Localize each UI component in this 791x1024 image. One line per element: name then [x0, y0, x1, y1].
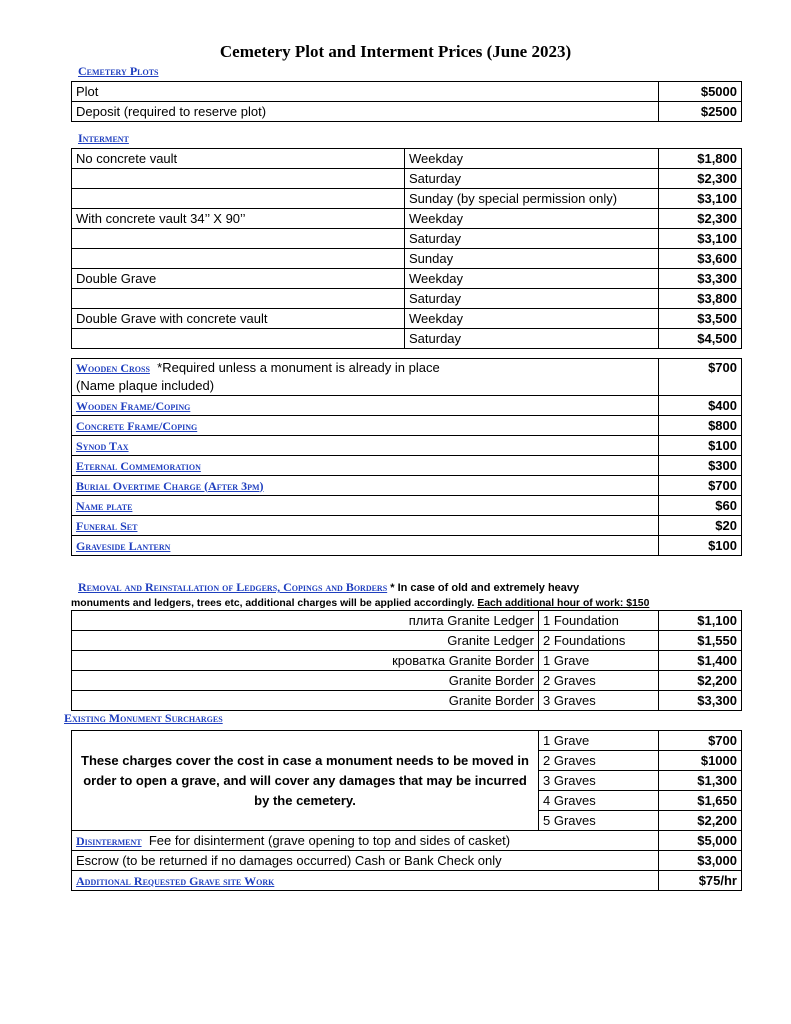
service-link[interactable]: Graveside Lantern — [76, 538, 171, 553]
service-label-cell — [72, 416, 659, 436]
service-label-cell — [72, 516, 659, 536]
table-row — [72, 436, 742, 456]
table-row — [72, 249, 742, 269]
removal-price: $1,400 — [659, 651, 742, 671]
wooden-cross-cell — [72, 359, 659, 396]
removal-table — [71, 610, 742, 711]
table-row — [72, 396, 742, 416]
plots-heading[interactable]: Cemetery Plots — [78, 64, 159, 78]
service-link[interactable]: Eternal Commemoration — [76, 458, 201, 473]
interment-label — [72, 289, 405, 309]
additional-work-link[interactable]: Additional Requested Grave site Work — [76, 873, 275, 888]
table-row — [72, 496, 742, 516]
surcharge-qty: 3 Graves — [539, 771, 659, 791]
removal-header — [78, 578, 748, 597]
removal-price: $3,300 — [659, 691, 742, 711]
interment-label — [72, 229, 405, 249]
removal-note — [71, 596, 751, 611]
table-row — [72, 516, 742, 536]
interment-price: $3,300 — [659, 269, 742, 289]
interment-price: $2,300 — [659, 209, 742, 229]
surcharge-price: $1000 — [659, 751, 742, 771]
removal-qty: 1 Foundation — [539, 611, 659, 631]
disinterment-price: $5,000 — [659, 831, 742, 851]
removal-price: $1,550 — [659, 631, 742, 651]
table-row — [72, 851, 742, 871]
removal-hourly-note: Each additional hour of work: $150 — [477, 598, 650, 609]
deposit-price: $2500 — [659, 102, 742, 122]
wooden-cross-note2: (Name plaque included) — [76, 378, 215, 393]
interment-label: Double Grave — [72, 269, 405, 289]
interment-price: $4,500 — [659, 329, 742, 349]
removal-item: Granite Border — [72, 671, 539, 691]
service-label-cell — [72, 396, 659, 416]
wooden-cross-price: $700 — [659, 359, 742, 396]
interment-day: Saturday — [405, 229, 659, 249]
surcharge-qty: 5 Graves — [539, 811, 659, 831]
service-label-cell — [72, 536, 659, 556]
interment-label — [72, 169, 405, 189]
interment-label: Double Grave with concrete vault — [72, 309, 405, 329]
table-row — [72, 691, 742, 711]
table-row — [72, 209, 742, 229]
additional-cell — [72, 871, 659, 891]
service-price: $100 — [659, 536, 742, 556]
interment-price: $1,800 — [659, 149, 742, 169]
surcharge-qty: 2 Graves — [539, 751, 659, 771]
interment-day: Saturday — [405, 289, 659, 309]
interment-day: Sunday (by special permission only) — [405, 189, 659, 209]
service-link[interactable]: Concrete Frame/Coping — [76, 418, 198, 433]
wooden-cross-note: *Required unless a monument is already in place — [157, 360, 440, 375]
table-row — [72, 329, 742, 349]
interment-label: No concrete vault — [72, 149, 405, 169]
service-price: $60 — [659, 496, 742, 516]
wooden-cross-link[interactable]: Wooden Cross — [76, 361, 150, 375]
service-price: $800 — [659, 416, 742, 436]
table-row — [72, 102, 742, 122]
escrow-text: Escrow (to be returned if no damages occurred) Cash or Bank Check only — [72, 851, 659, 871]
table-row — [72, 309, 742, 329]
surcharge-qty: 4 Graves — [539, 791, 659, 811]
service-link[interactable]: Synod Tax — [76, 438, 129, 453]
services-table — [71, 358, 742, 556]
removal-qty: 3 Graves — [539, 691, 659, 711]
disinterment-link[interactable]: Disinterment — [76, 833, 142, 848]
table-row — [72, 359, 742, 396]
interment-price: $3,500 — [659, 309, 742, 329]
table-row — [72, 149, 742, 169]
interment-price: $3,100 — [659, 189, 742, 209]
service-price: $20 — [659, 516, 742, 536]
service-link[interactable]: Wooden Frame/Coping — [76, 398, 191, 413]
service-link[interactable]: Name plate — [76, 498, 133, 513]
service-price: $700 — [659, 476, 742, 496]
service-price: $100 — [659, 436, 742, 456]
surcharge-qty: 1 Grave — [539, 731, 659, 751]
table-row — [72, 189, 742, 209]
interment-heading[interactable]: Interment — [78, 131, 129, 145]
removal-qty: 1 Grave — [539, 651, 659, 671]
plot-price: $5000 — [659, 82, 742, 102]
table-row — [72, 611, 742, 631]
disinterment-cell — [72, 831, 659, 851]
table-row — [72, 671, 742, 691]
table-row — [72, 631, 742, 651]
interment-day: Weekday — [405, 149, 659, 169]
table-row — [72, 476, 742, 496]
table-row — [72, 536, 742, 556]
table-row — [72, 169, 742, 189]
surcharge-price: $1,650 — [659, 791, 742, 811]
interment-label — [72, 329, 405, 349]
interment-price: $2,300 — [659, 169, 742, 189]
removal-note1: * In case of old and extremely heavy — [390, 582, 580, 594]
removal-item: плита Granite Ledger — [72, 611, 539, 631]
interment-table — [71, 148, 742, 349]
surcharges-description: These charges cover the cost in case a monument needs to be moved in order to open a grave, and will cover any damages that may be incurred by the cemetery. — [72, 731, 539, 831]
interment-day: Weekday — [405, 269, 659, 289]
interment-price: $3,600 — [659, 249, 742, 269]
service-label-cell — [72, 456, 659, 476]
plot-label: Plot — [72, 82, 659, 102]
service-link[interactable]: Funeral Set — [76, 518, 138, 533]
surcharge-price: $1,300 — [659, 771, 742, 791]
interment-day: Weekday — [405, 309, 659, 329]
table-row — [72, 289, 742, 309]
table-row — [72, 416, 742, 436]
service-link[interactable]: Burial Overtime Charge (After 3pm) — [76, 478, 264, 493]
additional-price: $75/hr — [659, 871, 742, 891]
table-row — [72, 871, 742, 891]
table-row — [72, 229, 742, 249]
interment-day: Saturday — [405, 329, 659, 349]
interment-label — [72, 189, 405, 209]
service-label-cell — [72, 436, 659, 456]
removal-note2a: monuments and ledgers, trees etc, additional charges will be applied accordingly. — [71, 598, 478, 609]
removal-qty: 2 Graves — [539, 671, 659, 691]
interment-label: With concrete vault 34’’ X 90’’ — [72, 209, 405, 229]
service-label-cell — [72, 496, 659, 516]
interment-day: Weekday — [405, 209, 659, 229]
removal-item: Granite Ledger — [72, 631, 539, 651]
removal-price: $2,200 — [659, 671, 742, 691]
disinterment-text: Fee for disinterment (grave opening to top and sides of casket) — [148, 832, 511, 848]
interment-day: Saturday — [405, 169, 659, 189]
interment-price: $3,800 — [659, 289, 742, 309]
deposit-label: Deposit (required to reserve plot) — [72, 102, 659, 122]
surcharge-price: $2,200 — [659, 811, 742, 831]
service-label-cell — [72, 476, 659, 496]
interment-day: Sunday — [405, 249, 659, 269]
table-row — [72, 456, 742, 476]
table-row — [72, 731, 742, 751]
interment-label — [72, 249, 405, 269]
table-row — [72, 269, 742, 289]
table-row — [72, 831, 742, 851]
table-row — [72, 82, 742, 102]
removal-item: кроватка Granite Border — [72, 651, 539, 671]
removal-qty: 2 Foundations — [539, 631, 659, 651]
service-price: $400 — [659, 396, 742, 416]
interment-price: $3,100 — [659, 229, 742, 249]
surcharges-heading[interactable]: Existing Monument Surcharges — [64, 711, 223, 725]
service-price: $300 — [659, 456, 742, 476]
escrow-price: $3,000 — [659, 851, 742, 871]
surcharge-price: $700 — [659, 731, 742, 751]
page-title: Cemetery Plot and Interment Prices (June 2023) — [219, 42, 572, 61]
removal-item: Granite Border — [72, 691, 539, 711]
removal-price: $1,100 — [659, 611, 742, 631]
surcharges-table — [71, 730, 742, 891]
plots-table — [71, 81, 742, 122]
removal-heading[interactable]: Removal and Reinstallation of Ledgers, Copings and Borders — [78, 580, 388, 594]
table-row — [72, 651, 742, 671]
